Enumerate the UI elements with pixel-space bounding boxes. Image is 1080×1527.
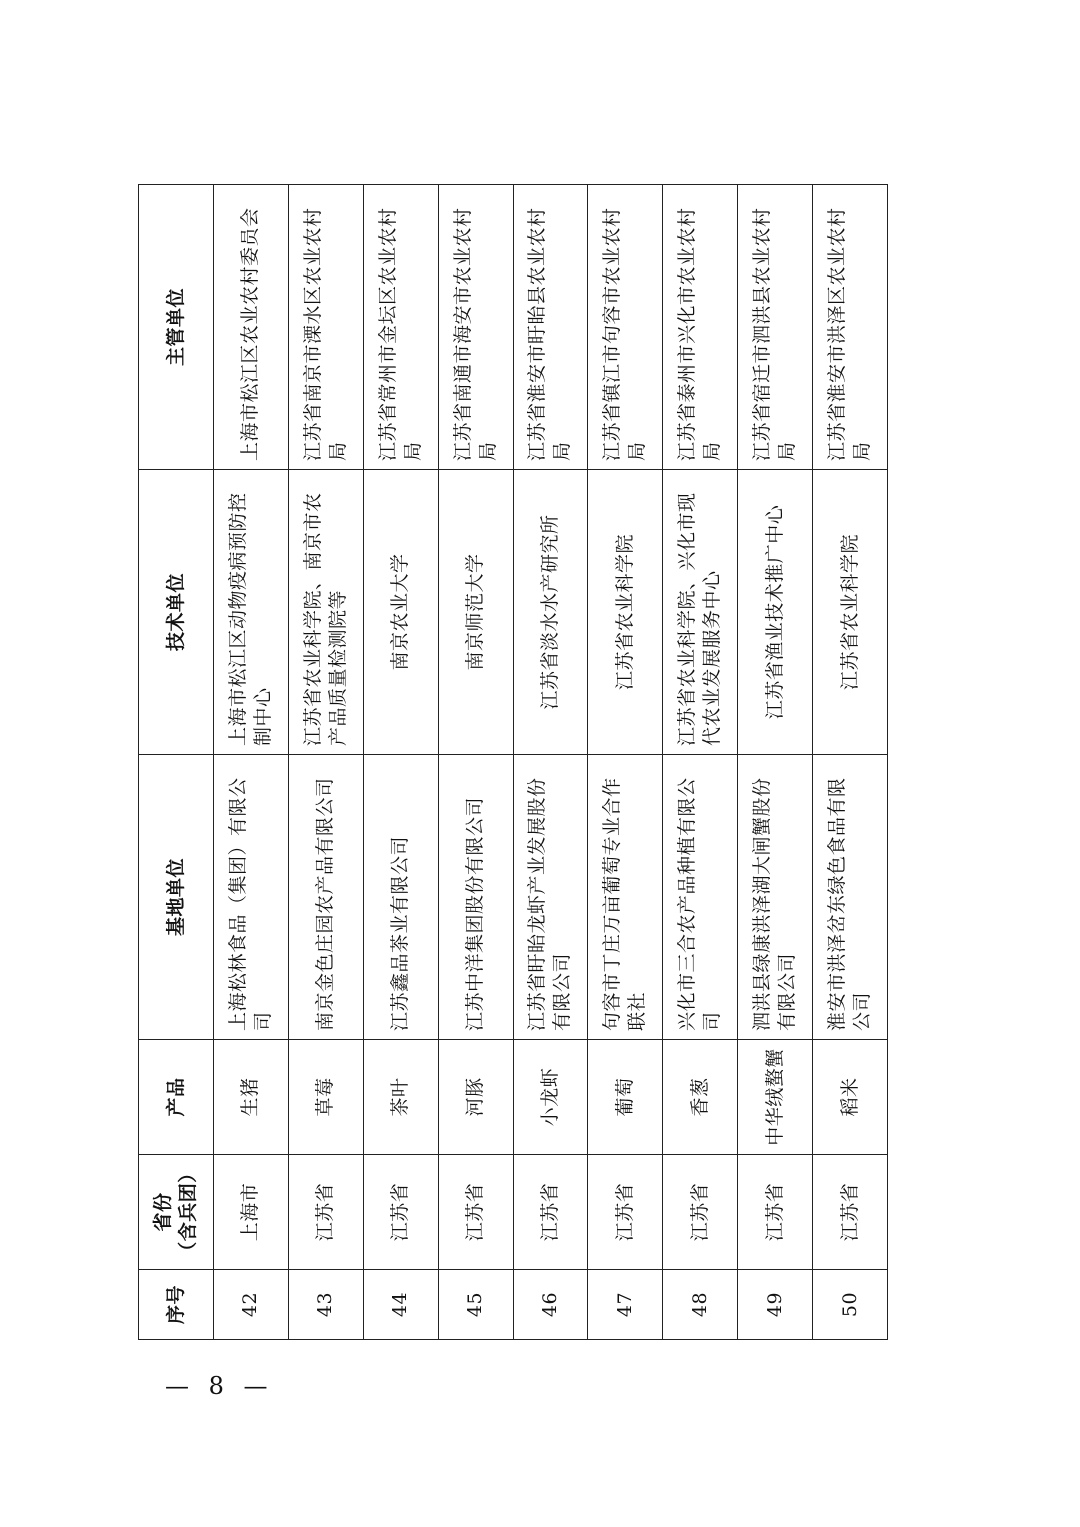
table-header-row (139, 185, 214, 1340)
cell-tech: 江苏省农业科学院 (588, 470, 663, 755)
cell-seq: 50 (813, 1270, 888, 1340)
cell-tech: 江苏省农业科学院 (813, 470, 888, 755)
cell-base: 江苏省盱眙龙虾产业发展股份有限公司 (513, 755, 588, 1040)
cell-seq: 48 (663, 1270, 738, 1340)
cell-province: 江苏省 (738, 1155, 813, 1270)
cell-base: 淮安市洪泽岔东绿色食品有限公司 (813, 755, 888, 1040)
cell-base: 南京金色庄园农产品有限公司 (288, 755, 363, 1040)
cell-authority: 上海市松江区农业农村委员会 (214, 185, 289, 470)
cell-province: 上海市 (214, 1155, 289, 1270)
cell-product: 生猪 (214, 1040, 289, 1155)
cell-province: 江苏省 (438, 1155, 513, 1270)
cell-product: 河豚 (438, 1040, 513, 1155)
cell-tech: 江苏省农业科学院、兴化市现代农业发展服务中心 (663, 470, 738, 755)
cell-tech: 江苏省农业科学院、南京市农产品质量检测院等 (288, 470, 363, 755)
table-row (513, 185, 588, 1340)
cell-tech: 南京师范大学 (438, 470, 513, 755)
cell-seq: 44 (363, 1270, 438, 1340)
cell-authority: 江苏省常州市金坛区农业农村局 (363, 185, 438, 470)
table-row (288, 185, 363, 1340)
cell-seq: 46 (513, 1270, 588, 1340)
cell-base: 句容市丁庄万亩葡萄专业合作联社 (588, 755, 663, 1040)
cell-product: 茶叶 (363, 1040, 438, 1155)
base-list-table (138, 184, 888, 1340)
cell-authority: 江苏省南京市溧水区农业农村局 (288, 185, 363, 470)
cell-seq: 43 (288, 1270, 363, 1340)
cell-authority: 江苏省淮安市盱眙县农业农村局 (513, 185, 588, 470)
header-seq: 序号 (139, 1270, 214, 1340)
cell-authority: 江苏省南通市海安市农业农村局 (438, 185, 513, 470)
table-row (738, 185, 813, 1340)
cell-tech: 南京农业大学 (363, 470, 438, 755)
cell-province: 江苏省 (513, 1155, 588, 1270)
cell-product: 小龙虾 (513, 1040, 588, 1155)
cell-authority: 江苏省镇江市句容市农业农村局 (588, 185, 663, 470)
cell-seq: 47 (588, 1270, 663, 1340)
cell-seq: 45 (438, 1270, 513, 1340)
cell-base: 江苏鑫品茶业有限公司 (363, 755, 438, 1040)
cell-product: 葡萄 (588, 1040, 663, 1155)
cell-tech: 上海市松江区动物疫病预防控制中心 (214, 470, 289, 755)
header-base: 基地单位 (139, 755, 214, 1040)
cell-tech: 江苏省淡水水产研究所 (513, 470, 588, 755)
table-row (438, 185, 513, 1340)
cell-product: 中华绒螯蟹 (738, 1040, 813, 1155)
cell-product: 稻米 (813, 1040, 888, 1155)
cell-product: 香葱 (663, 1040, 738, 1155)
cell-province: 江苏省 (588, 1155, 663, 1270)
cell-base: 泗洪县绿康洪泽湖大闸蟹股份有限公司 (738, 755, 813, 1040)
table-row (663, 185, 738, 1340)
header-tech: 技术单位 (139, 470, 214, 755)
cell-base: 江苏中洋集团股份有限公司 (438, 755, 513, 1040)
cell-authority: 江苏省泰州市兴化市农业农村局 (663, 185, 738, 470)
cell-seq: 42 (214, 1270, 289, 1340)
cell-authority: 江苏省淮安市洪泽区农业农村局 (813, 185, 888, 470)
cell-province: 江苏省 (663, 1155, 738, 1270)
cell-seq: 49 (738, 1270, 813, 1340)
header-product: 产品 (139, 1040, 214, 1155)
cell-base: 兴化市三合农产品种植有限公司 (663, 755, 738, 1040)
rotated-table-container (138, 185, 888, 1340)
cell-province: 江苏省 (813, 1155, 888, 1270)
header-authority: 主管单位 (139, 185, 214, 470)
table-row (214, 185, 289, 1340)
cell-product: 草莓 (288, 1040, 363, 1155)
table-row (363, 185, 438, 1340)
cell-tech: 江苏省渔业技术推广中心 (738, 470, 813, 755)
page-number: — 8 — (165, 1372, 274, 1400)
cell-province: 江苏省 (363, 1155, 438, 1270)
cell-base: 上海松林食品（集团）有限公司 (214, 755, 289, 1040)
cell-province: 江苏省 (288, 1155, 363, 1270)
header-province: 省份 （含兵团） (139, 1155, 214, 1270)
cell-authority: 江苏省宿迁市泗洪县农业农村局 (738, 185, 813, 470)
table-row (813, 185, 888, 1340)
table-row (588, 185, 663, 1340)
